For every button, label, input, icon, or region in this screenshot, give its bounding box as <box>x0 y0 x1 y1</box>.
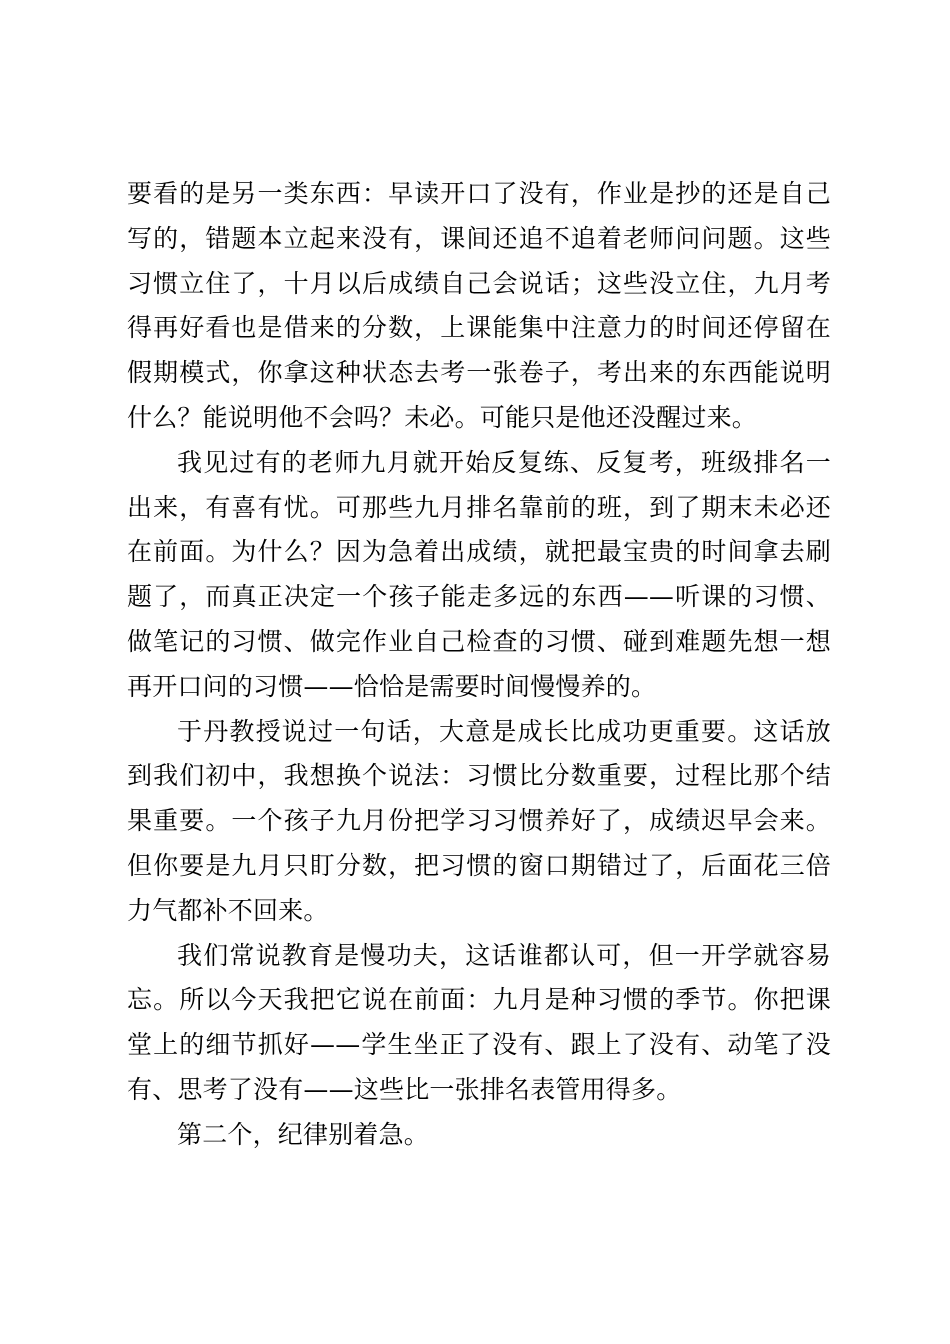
paragraph: 于丹教授说过一句话，大意是成长比成功更重要。这话放到我们初中，我想换个说法：习惯比分数重要，过程比那个结果重要。一个孩子九月份把学习习惯养好了，成绩迟早会来。但你要是九月只盯分数，把习惯的窗口期错过了，后面花三倍力气都补不回来。 <box>127 716 831 925</box>
paragraph: 我们常说教育是慢功夫，这话谁都认可，但一开学就容易忘。所以今天我把它说在前面：九月是种习惯的季节。你把课堂上的细节抓好——学生坐正了没有、跟上了没有、动笔了没有、思考了没有——这些比一张排名表管用得多。 <box>127 940 831 1104</box>
paragraph: 我见过有的老师九月就开始反复练、反复考，班级排名一出来，有喜有忧。可那些九月排名靠前的班，到了期末未必还在前面。为什么？因为急着出成绩，就把最宝贵的时间拿去刷题了，而真正决定一个孩子能走多远的东西——听课的习惯、做笔记的习惯、做完作业自己检查的习惯、碰到难题先想一想再开口问的习惯——恰恰是需要时间慢慢养的。 <box>127 447 831 701</box>
paragraph-continued: 要看的是另一类东西：早读开口了没有，作业是抄的还是自己写的，错题本立起来没有，课间还追不追着老师问问题。这些习惯立住了，十月以后成绩自己会说话；这些没立住，九月考得再好看也是借来的分数，上课能集中注意力的时间还停留在假期模式，你拿这种状态去考一张卷子，考出来的东西能说明什么？能说明他不会吗？未必。可能只是他还没醒过来。 <box>127 179 831 432</box>
document-page <box>127 172 831 1158</box>
section-heading: 第二个，纪律别着急。 <box>177 1119 430 1149</box>
